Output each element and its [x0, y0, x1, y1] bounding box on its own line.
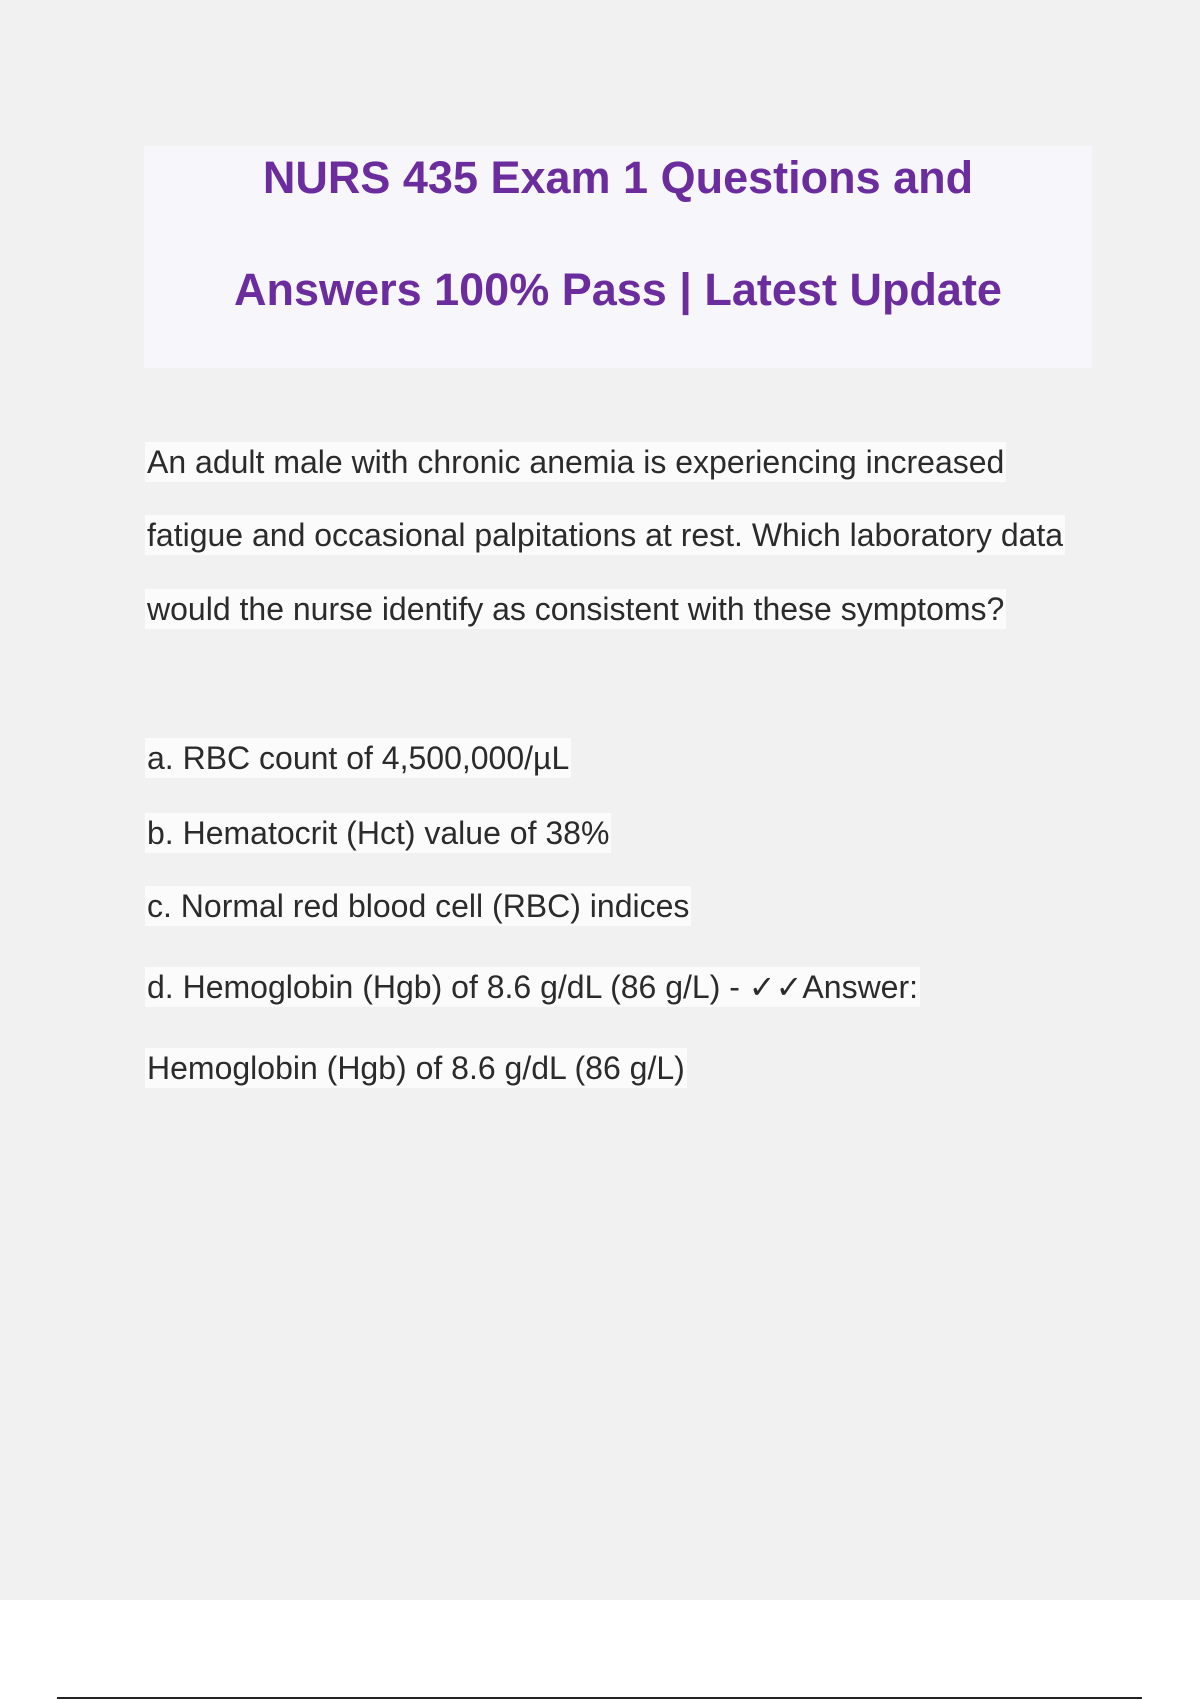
- option-c: c. Normal red blood cell (RBC) indices: [147, 888, 690, 924]
- footer-divider: [57, 1697, 1142, 1699]
- option-a: a. RBC count of 4,500,000/µL: [147, 740, 570, 776]
- option-b: b. Hematocrit (Hct) value of 38%: [147, 815, 610, 851]
- question-line-2: fatigue and occasional palpitations at rest. Which laboratory data: [147, 517, 1064, 553]
- title-block: [144, 146, 1092, 368]
- answer-text: Hemoglobin (Hgb) of 8.6 g/dL (86 g/L): [147, 1050, 685, 1086]
- option-d-with-answer: d. Hemoglobin (Hgb) of 8.6 g/dL (86 g/L) - ✓✓Answer:: [147, 969, 919, 1005]
- question-line-3: would the nurse identify as consistent with these symptoms?: [147, 591, 1005, 627]
- document-title-line-1: NURS 435 Exam 1 Questions and: [262, 152, 974, 203]
- document-title-line-2: Answers 100% Pass | Latest Update: [234, 264, 1002, 315]
- question-line-1: An adult male with chronic anemia is experiencing increased: [147, 444, 1005, 480]
